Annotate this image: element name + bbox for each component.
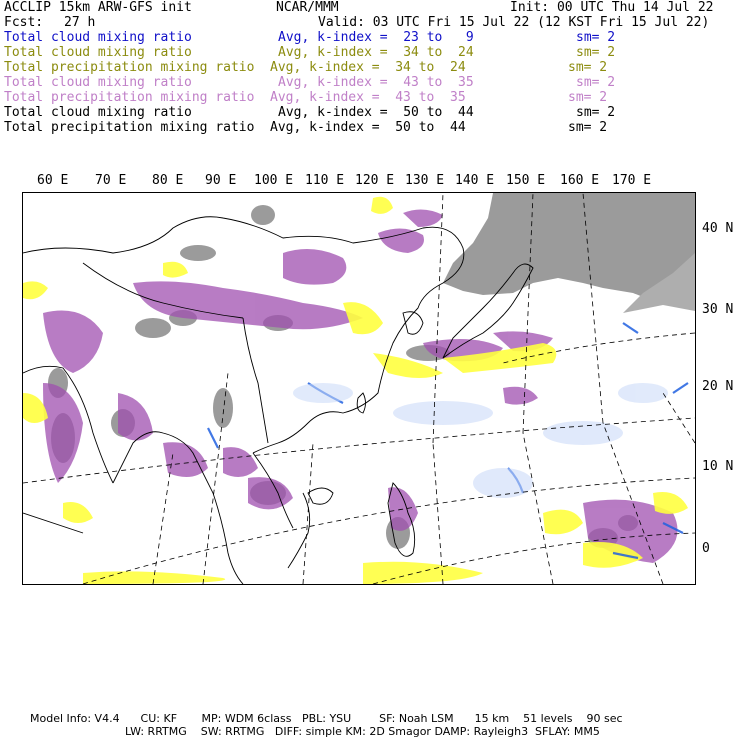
field-name: Total cloud mixing ratio <box>4 75 192 90</box>
lon-label: 70 E <box>95 173 127 188</box>
field-name: Total cloud mixing ratio <box>4 105 192 120</box>
lon-label: 100 E <box>254 173 294 188</box>
field-name: Total cloud mixing ratio <box>4 45 192 60</box>
lat-label: 30 N <box>702 302 734 317</box>
lon-label: 120 E <box>355 173 395 188</box>
fcst-label: Fcst: <box>4 15 44 30</box>
field-sm: sm= 2 <box>576 30 616 45</box>
field-range: Avg, k-index = 23 to 9 <box>278 30 474 45</box>
lon-label: 130 E <box>405 173 445 188</box>
lon-label: 110 E <box>305 173 345 188</box>
coastlines <box>23 217 533 584</box>
lat-label: 10 N <box>702 459 734 474</box>
model-info-line: Model Info: V4.4 CU: KF MP: WDM 6class PBL: YSU SF: Noah LSM 15 km 51 levels 90 sec <box>30 712 623 725</box>
valid-time: Valid: 03 UTC Fri 15 Jul 22 (12 KST Fri 15 Jul 22) <box>318 15 710 30</box>
map-canvas <box>23 193 695 584</box>
field-range: Avg, k-index = 43 to 35 <box>270 90 466 105</box>
field-name: Total precipitation mixing ratio <box>4 90 255 105</box>
lon-label: 160 E <box>560 173 600 188</box>
lat-label: 20 N <box>702 379 734 394</box>
model-physics-line: LW: RRTMG SW: RRTMG DIFF: simple KM: 2D Smagor DAMP: Rayleigh3 SFLAY: MM5 <box>125 725 600 738</box>
field-range: Avg, k-index = 50 to 44 <box>270 120 466 135</box>
org-label: NCAR/MMM <box>276 0 339 15</box>
model-title: ACCLIP 15km ARW-GFS init <box>4 0 192 15</box>
lon-label: 60 E <box>37 173 69 188</box>
gray-cloud-layer <box>48 193 695 549</box>
lat-label: 0 <box>702 541 710 556</box>
lon-label: 80 E <box>152 173 184 188</box>
light-blue-haze <box>293 383 668 498</box>
field-name: Total precipitation mixing ratio <box>4 60 255 75</box>
field-sm: sm= 2 <box>568 120 608 135</box>
field-range: Avg, k-index = 43 to 35 <box>278 75 474 90</box>
lon-label: 140 E <box>455 173 495 188</box>
field-range: Avg, k-index = 34 to 24 <box>278 45 474 60</box>
field-sm: sm= 2 <box>576 75 616 90</box>
lon-label: 150 E <box>506 173 546 188</box>
lon-label: 90 E <box>205 173 237 188</box>
field-range: Avg, k-index = 34 to 24 <box>270 60 466 75</box>
field-sm: sm= 2 <box>576 105 616 120</box>
field-name: Total cloud mixing ratio <box>4 30 192 45</box>
lon-label: 170 E <box>612 173 652 188</box>
field-sm: sm= 2 <box>568 60 608 75</box>
fcst-value: 27 h <box>64 15 96 30</box>
init-time: Init: 00 UTC Thu 14 Jul 22 <box>510 0 714 15</box>
field-sm: sm= 2 <box>576 45 616 60</box>
lat-label: 40 N <box>702 221 734 236</box>
field-sm: sm= 2 <box>568 90 608 105</box>
map-panel[interactable] <box>22 192 696 585</box>
field-name: Total precipitation mixing ratio <box>4 120 255 135</box>
field-range: Avg, k-index = 50 to 44 <box>278 105 474 120</box>
